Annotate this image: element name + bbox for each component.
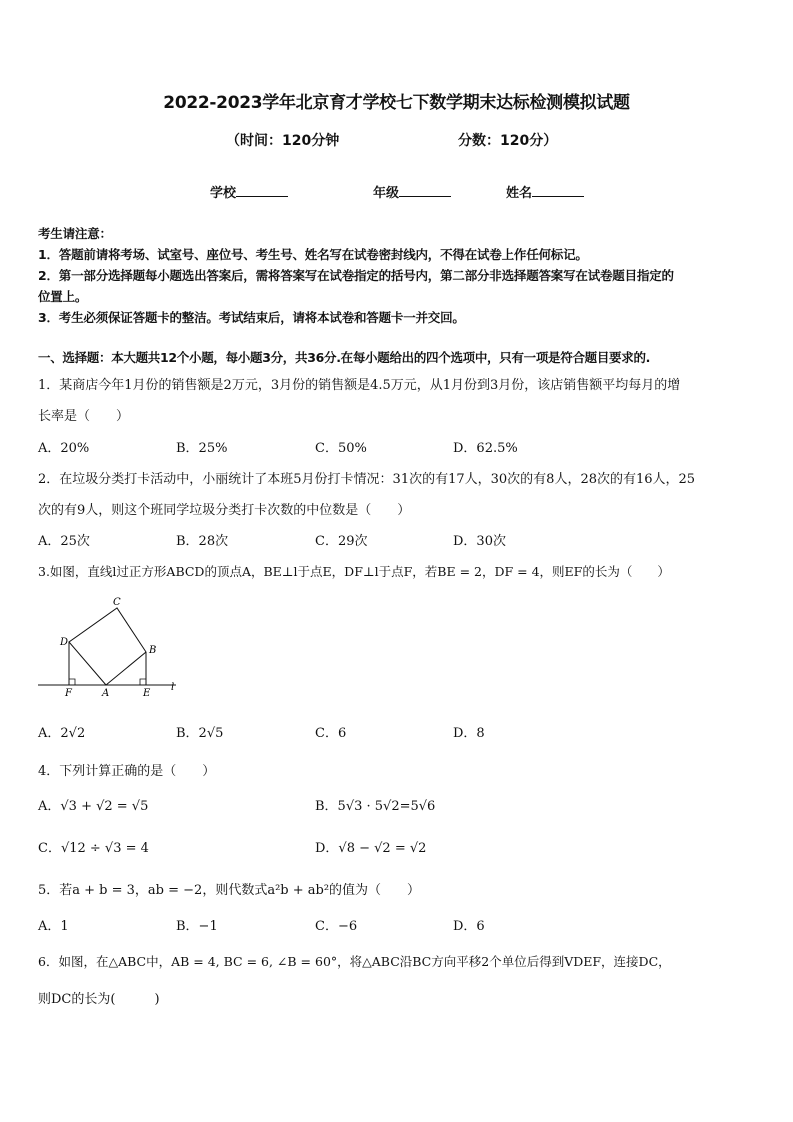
notice-item: 1．答题前请将考场、试室号、座位号、考生号、姓名写在试卷密封线内，不得在试卷上作任何标记。 bbox=[38, 247, 588, 262]
name-label: 姓名 bbox=[506, 186, 533, 201]
q5-line1: 5．若a + b = 3，ab = −2，则代数式a²b + ab²的值为（ ） bbox=[38, 883, 421, 898]
q1-option-b[interactable]: B．25% bbox=[176, 441, 228, 456]
exam-score: 分数：120分） bbox=[458, 133, 558, 149]
right-angle-e bbox=[140, 679, 146, 685]
exam-time: （时间：120分钟 bbox=[226, 133, 340, 149]
label-c: C bbox=[113, 597, 121, 608]
q1-line2: 长率是（ ） bbox=[38, 409, 130, 424]
label-l: l bbox=[171, 682, 175, 693]
q3-option-a[interactable]: A．2√2 bbox=[38, 726, 86, 741]
q1-option-c[interactable]: C．50% bbox=[315, 441, 367, 456]
q3-line1: 3.如图，直线l过正方形ABCD的顶点A，BE⊥l于点E，DF⊥l于点F，若BE = 2，DF = 4，则EF的长为（ ） bbox=[38, 564, 670, 579]
q2-option-b[interactable]: B．28次 bbox=[176, 534, 229, 549]
square-abcd bbox=[69, 608, 146, 685]
square-figure bbox=[36, 592, 186, 702]
notice-item: 2．第一部分选择题每小题选出答案后，需将答案写在试卷指定的括号内，第二部分非选择题答案写在试卷题目指定的 bbox=[38, 268, 674, 283]
q2-option-c[interactable]: C．29次 bbox=[315, 534, 368, 549]
q1-line1: 1．某商店今年1月份的销售额是2万元，3月份的销售额是4.5万元，从1月份到3月份，该店销售额平均每月的增 bbox=[38, 378, 681, 393]
label-f: F bbox=[65, 688, 72, 699]
grade-field bbox=[373, 182, 451, 201]
notice-heading: 考生请注意： bbox=[38, 226, 112, 241]
q2-line1: 2．在垃圾分类打卡活动中，小丽统计了本班5月份打卡情况：31次的有17人，30次的有8人，28次的有16人，25 bbox=[38, 472, 696, 487]
q6-line2: 则DC的长为( ) bbox=[38, 992, 160, 1007]
q5-option-a[interactable]: A．1 bbox=[38, 919, 69, 934]
notice-item: 3．考生必须保证答题卡的整洁。考试结束后，请将本试卷和答题卡一并交回。 bbox=[38, 310, 465, 325]
q4-option-c[interactable]: C．√12 ÷ √3 = 4 bbox=[38, 841, 149, 856]
section-heading: 一、选择题：本大题共12个小题，每小题3分，共36分.在每小题给出的四个选项中，只有一项是符合题目要求的. bbox=[38, 350, 651, 365]
q4-line1: 4．下列计算正确的是（ ） bbox=[38, 764, 216, 779]
q4-option-a[interactable]: A．√3 + √2 = √5 bbox=[38, 799, 149, 814]
q1-option-d[interactable]: D．62.5% bbox=[453, 441, 518, 456]
notice-item: 位置上。 bbox=[38, 289, 88, 304]
label-b: B bbox=[149, 645, 157, 656]
q3-option-d[interactable]: D．8 bbox=[453, 726, 485, 741]
q3-option-b[interactable]: B．2√5 bbox=[176, 726, 224, 741]
q1-option-a[interactable]: A．20% bbox=[38, 441, 90, 456]
right-angle-f bbox=[69, 679, 75, 685]
q3-option-c[interactable]: C．6 bbox=[315, 726, 347, 741]
q4-option-b[interactable]: B．5√3 · 5√2=5√6 bbox=[315, 799, 436, 814]
exam-title: 2022-2023学年北京育才学校七下数学期末达标检测模拟试题 bbox=[163, 93, 630, 113]
school-field bbox=[210, 182, 288, 201]
q5-option-d[interactable]: D．6 bbox=[453, 919, 485, 934]
q2-option-d[interactable]: D．30次 bbox=[453, 534, 506, 549]
label-e: E bbox=[143, 688, 151, 699]
name-blank[interactable] bbox=[532, 184, 584, 197]
q5-option-c[interactable]: C．−6 bbox=[315, 919, 358, 934]
school-blank[interactable] bbox=[236, 184, 288, 197]
q4-option-d[interactable]: D．√8 − √2 = √2 bbox=[315, 841, 427, 856]
school-label: 学校 bbox=[210, 186, 237, 201]
label-d: D bbox=[60, 637, 69, 648]
q5-option-b[interactable]: B．−1 bbox=[176, 919, 218, 934]
q6-line1: 6．如图，在△ABC中，AB = 4, BC = 6, ∠B = 60°，将△ABC沿BC方向平移2个单位后得到VDEF，连接DC， bbox=[38, 954, 671, 969]
name-field bbox=[506, 182, 584, 201]
q2-option-a[interactable]: A．25次 bbox=[38, 534, 90, 549]
grade-blank[interactable] bbox=[399, 184, 451, 197]
label-a: A bbox=[102, 688, 110, 699]
q2-line2: 次的有9人，则这个班同学垃圾分类打卡次数的中位数是（ ） bbox=[38, 503, 411, 518]
grade-label: 年级 bbox=[373, 186, 400, 201]
